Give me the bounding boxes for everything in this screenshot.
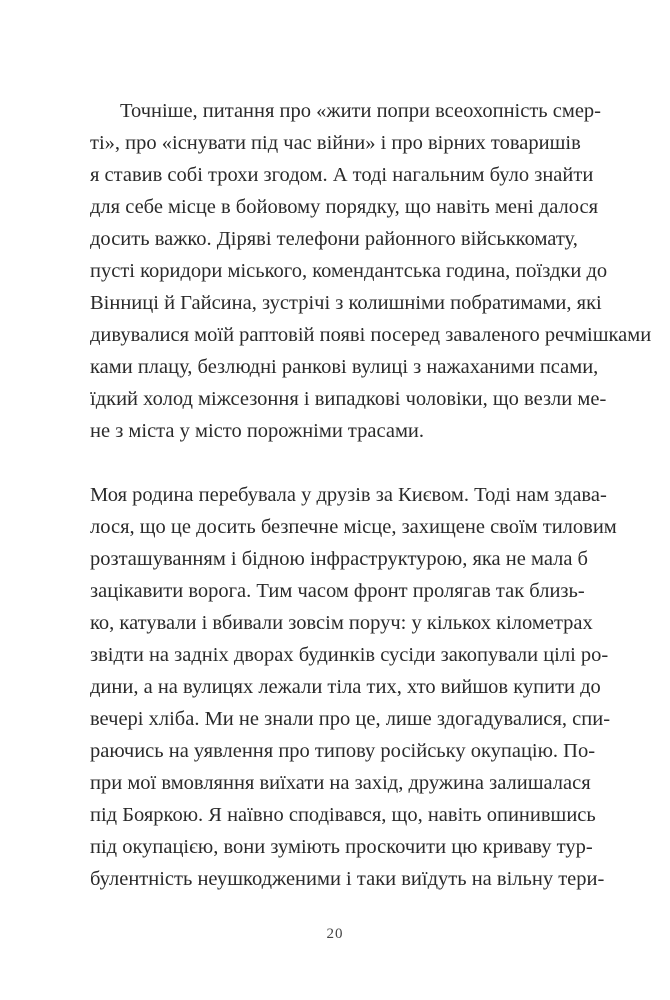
page-number: 20 [326, 926, 344, 942]
text-line: зацікавити ворога. Тим часом фронт пролягав так близь- [90, 580, 585, 602]
text-line: раючись на уявлення про типову російську окупацію. По- [90, 740, 596, 762]
text-line: Моя родина перебувала у друзів за Києвом. Тоді нам здава- [90, 484, 607, 506]
text-line: звідти на задніх дворах будинків сусіди закопували цілі ро- [90, 644, 609, 666]
text-line: не з міста у місто порожніми трасами. [90, 420, 425, 442]
text-line: вечері хліба. Ми не знали про це, лише здогадувалися, спи- [90, 708, 611, 730]
text-line: при мої вмовляння виїхати на захід, дружина залишалася [90, 772, 591, 794]
text-line: ті», про «існувати під час війни» і про вірних товаришів [90, 132, 581, 154]
text-line: я ставив собі трохи згодом. А тоді нагальним було знайти [90, 164, 594, 186]
text-line: для себе місце в бойовому порядку, що навіть мені далося [90, 196, 599, 218]
text-line: дини, а на вулицях лежали тіла тих, хто вийшов купити до [90, 676, 601, 698]
text-line: ками плацу, безлюдні ранкові вулиці з нажаханими псами, [90, 356, 599, 378]
text-line: досить важко. Діряві телефони районного військкомату, [90, 228, 578, 250]
text-line: їдкий холод міжсезоння і випадкові чоловіки, що везли ме- [90, 388, 607, 410]
text-line: пусті коридори міського, комендантська година, поїздки до [90, 260, 608, 282]
text-line: булентність неушкодженими і таки виїдуть на вільну тери- [90, 868, 605, 890]
text-line: лося, що це досить безпечне місце, захищене своїм тиловим [90, 516, 617, 538]
text-line: під Бояркою. Я наївно сподівався, що, навіть опинившись [90, 804, 596, 826]
text-line: розташуванням і бідною інфраструктурою, яка не мала б [90, 548, 588, 570]
text-line: дивувалися моїй раптовій появі посеред заваленого речмішками [90, 324, 652, 346]
text-line: Вінниці й Гайсина, зустрічі з колишніми побратимами, які [90, 292, 602, 314]
text-line: Точніше, питання про «жити попри всеохопність смер- [120, 100, 602, 122]
text-line: під окупацією, вони зуміють проскочити цю криваву тур- [90, 836, 593, 858]
text-line: ко, катували і вбивали зовсім поруч: у кількох кілометрах [90, 612, 593, 634]
